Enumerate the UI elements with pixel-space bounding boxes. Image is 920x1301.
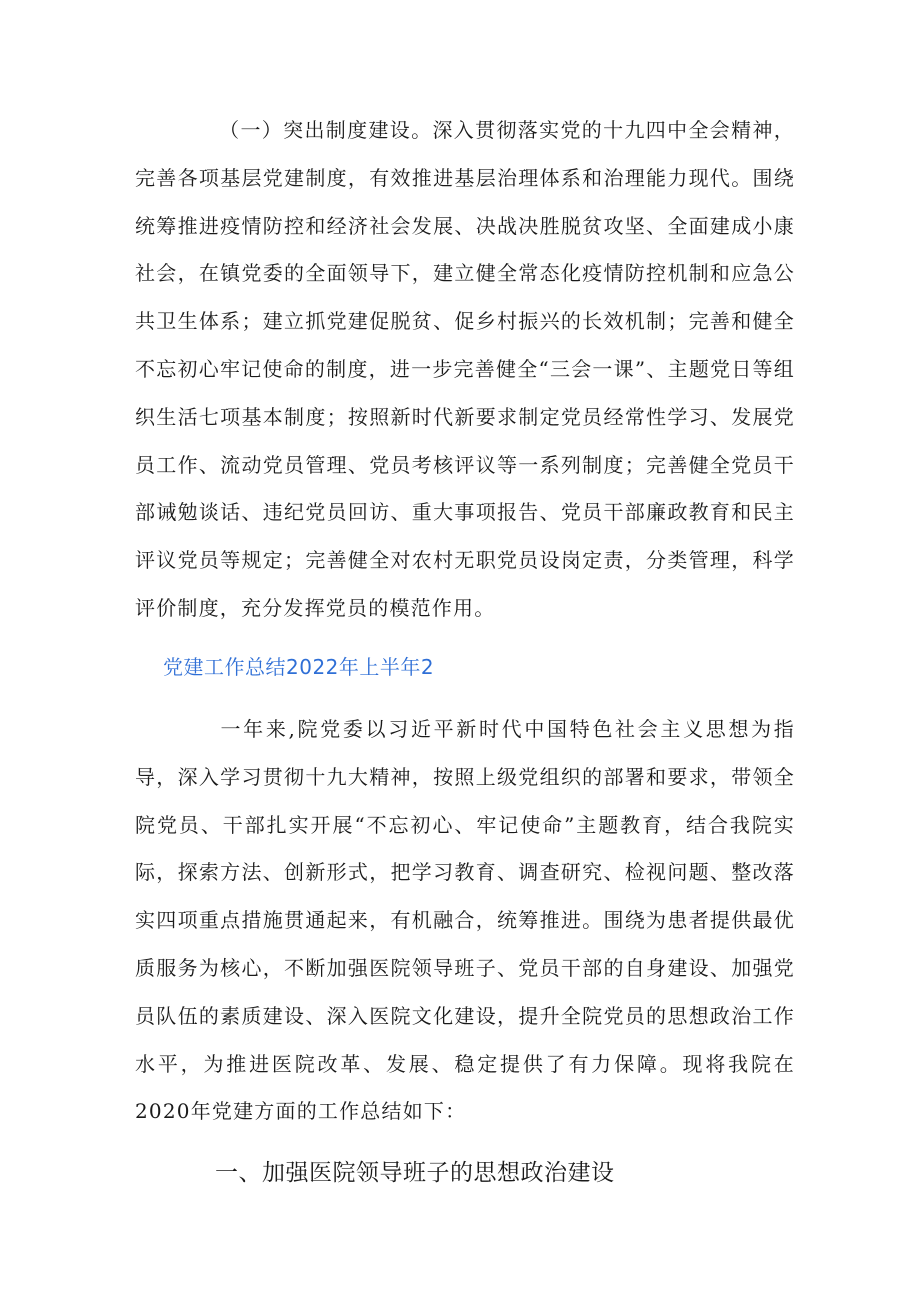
paragraph-institution-building — [135, 107, 795, 633]
paragraph-annual-summary — [135, 706, 795, 1136]
paragraph-2-text: 一年来,院党委以习近平新时代中国特色社会主义思想为指导，深入学习贯彻十九大精神，按照上级党组织的部署和要求，带领全院党员、干部扎实开展“不忘初心、牢记使命”主题教育，结合我院实际，探索方法、创新形式，把学习教育、调查研究、检视问题、整改落实四项重点措施贯通起来，有机融合，统筹推进。围绕为患者提供最优质服务为核心，不断加强医院领导班子、党员干部的自身建设、加强党员队伍的素质建设、深入医院文化建设，提升全院党员的思想政治工作水平，为推进医院改革、发展、稳定提供了有力保障。现将我院在2020年党建方面的工作总结如下： — [135, 717, 795, 1124]
section-heading: 一、加强医院领导班子的思想政治建设 — [215, 1160, 615, 1186]
paragraph-1-text: （一）突出制度建设。深入贯彻落实党的十九四中全会精神，完善各项基层党建制度，有效推进基层治理体系和治理能力现代。围绕统筹推进疫情防控和经济社会发展、决战决胜脱贫攻坚、全面建成小康社会，在镇党委的全面领导下，建立健全常态化疫情防控机制和应急公共卫生体系；建立抓党建促脱贫、促乡村振兴的长效机制；完善和健全不忘初心牢记使命的制度，进一步完善健全“三会一课”、主题党日等组织生活七项基本制度；按照新时代新要求制定党员经常性学习、发展党员工作、流动党员管理、党员考核评议等一系列制度；完善健全党员干部诫勉谈话、违纪党员回访、重大事项报告、党员干部廉政教育和民主评议党员等规定；完善健全对农村无职党员设岗定责，分类管理，科学评价制度，充分发挥党员的模范作用。 — [135, 118, 795, 620]
document-title: 党建工作总结2022年上半年2 — [163, 655, 435, 679]
